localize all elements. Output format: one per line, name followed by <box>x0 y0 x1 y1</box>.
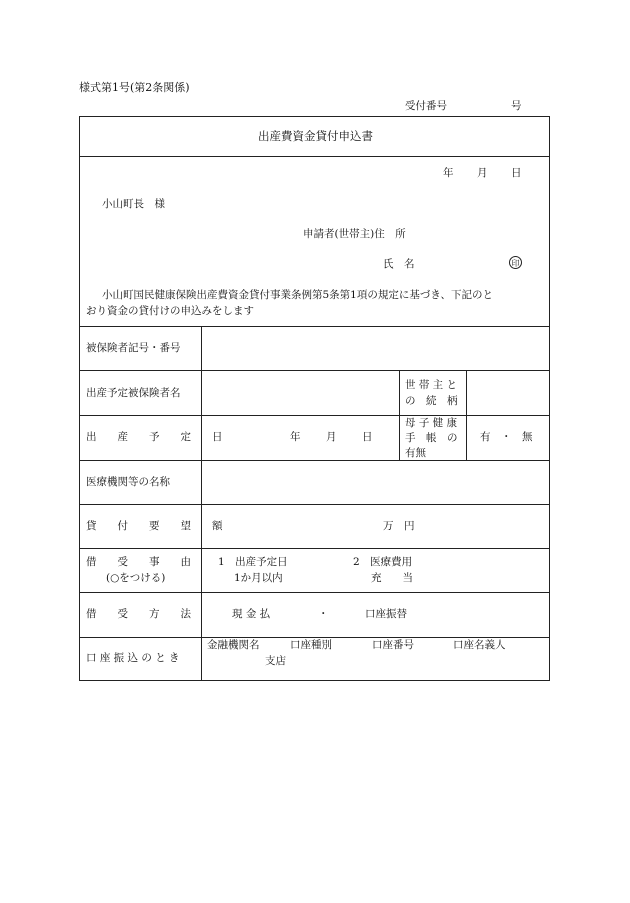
method-cash-option: 現 金 払 <box>232 608 271 620</box>
relation-label-line-2: の 続 柄 <box>405 395 458 407</box>
account-transfer-label: 口 座 振 込 の と き <box>86 652 180 664</box>
account-number-label: 口座番号 <box>372 639 414 651</box>
due-date-label: 出 産 予 定 日 <box>86 431 223 443</box>
row-divider-3 <box>79 460 550 461</box>
form-number: 様式第1号(第2条関係) <box>79 81 190 94</box>
applicant-address-label: 申請者(世帯主)住 所 <box>303 228 406 240</box>
method-separator: ・ <box>318 608 329 620</box>
statement-divider <box>79 326 550 327</box>
handbook-yes-no: 有 ・ 無 <box>480 431 533 443</box>
date-day: 日 <box>511 167 522 179</box>
addressee: 小山町長 様 <box>102 198 165 210</box>
row-divider-1 <box>79 370 550 371</box>
bank-name-label: 金融機関名 <box>207 639 260 651</box>
relation-label-line-1: 世 帯 主 と <box>405 379 458 391</box>
loan-reason-label-line-2: (○をつける) <box>106 572 166 584</box>
account-holder-label: 口座名義人 <box>453 639 506 651</box>
date-year: 年 <box>443 167 454 179</box>
statement-line-2: おり資金の貸付けの申込みをします <box>86 305 254 317</box>
handbook-label-line-1: 母 子 健 康 <box>405 417 458 429</box>
title-divider <box>79 156 550 157</box>
handbook-label-line-2: 手 帳 の <box>405 432 458 444</box>
insured-number-label: 被保険者記号・番号 <box>86 342 181 354</box>
loan-method-label: 借 受 方 法 <box>86 608 191 620</box>
applicant-name-label: 氏 名 <box>383 258 415 270</box>
date-month: 月 <box>477 167 488 179</box>
row-divider-2 <box>79 415 550 416</box>
loan-reason-label-line-1: 借 受 事 由 <box>86 556 191 568</box>
loan-amount-unit: 万 円 <box>383 520 415 532</box>
row-divider-7 <box>79 637 550 638</box>
label-column-divider <box>201 326 202 681</box>
due-date-month: 月 <box>326 431 337 443</box>
relation-column-right <box>466 370 467 460</box>
row-divider-4 <box>79 504 550 505</box>
handbook-label-line-3: 有無 <box>405 447 426 459</box>
row-divider-6 <box>79 592 550 593</box>
due-date-day: 日 <box>362 431 373 443</box>
statement-line-1: 小山町国民健康保険出産費資金貸付事業条例第5条第1項の規定に基づき、下記のと <box>102 289 493 301</box>
due-date-year: 年 <box>290 431 301 443</box>
reception-number-label: 受付番号 <box>405 100 447 112</box>
account-type-label: 口座種別 <box>290 639 332 651</box>
reception-number-suffix: 号 <box>511 100 522 112</box>
reason-option-2-line-2: 充 当 <box>371 572 413 584</box>
facility-name-label: 医療機関等の名称 <box>86 476 170 488</box>
expectant-name-label: 出産予定被保険者名 <box>86 387 181 399</box>
form-title: 出産費資金貸付申込書 <box>258 129 373 143</box>
reason-option-2-line-1: 2 医療費用 <box>353 556 413 568</box>
relation-column-left <box>399 370 400 460</box>
row-divider-5 <box>79 548 550 549</box>
branch-label: 支店 <box>265 655 286 667</box>
seal-mark: 印 <box>509 256 522 269</box>
method-transfer-option: 口座振替 <box>365 608 407 620</box>
loan-amount-label: 貸 付 要 望 額 <box>86 520 223 532</box>
reason-option-1-line-2: 1か月以内 <box>234 572 283 584</box>
reason-option-1-line-1: 1 出産予定日 <box>218 556 288 568</box>
